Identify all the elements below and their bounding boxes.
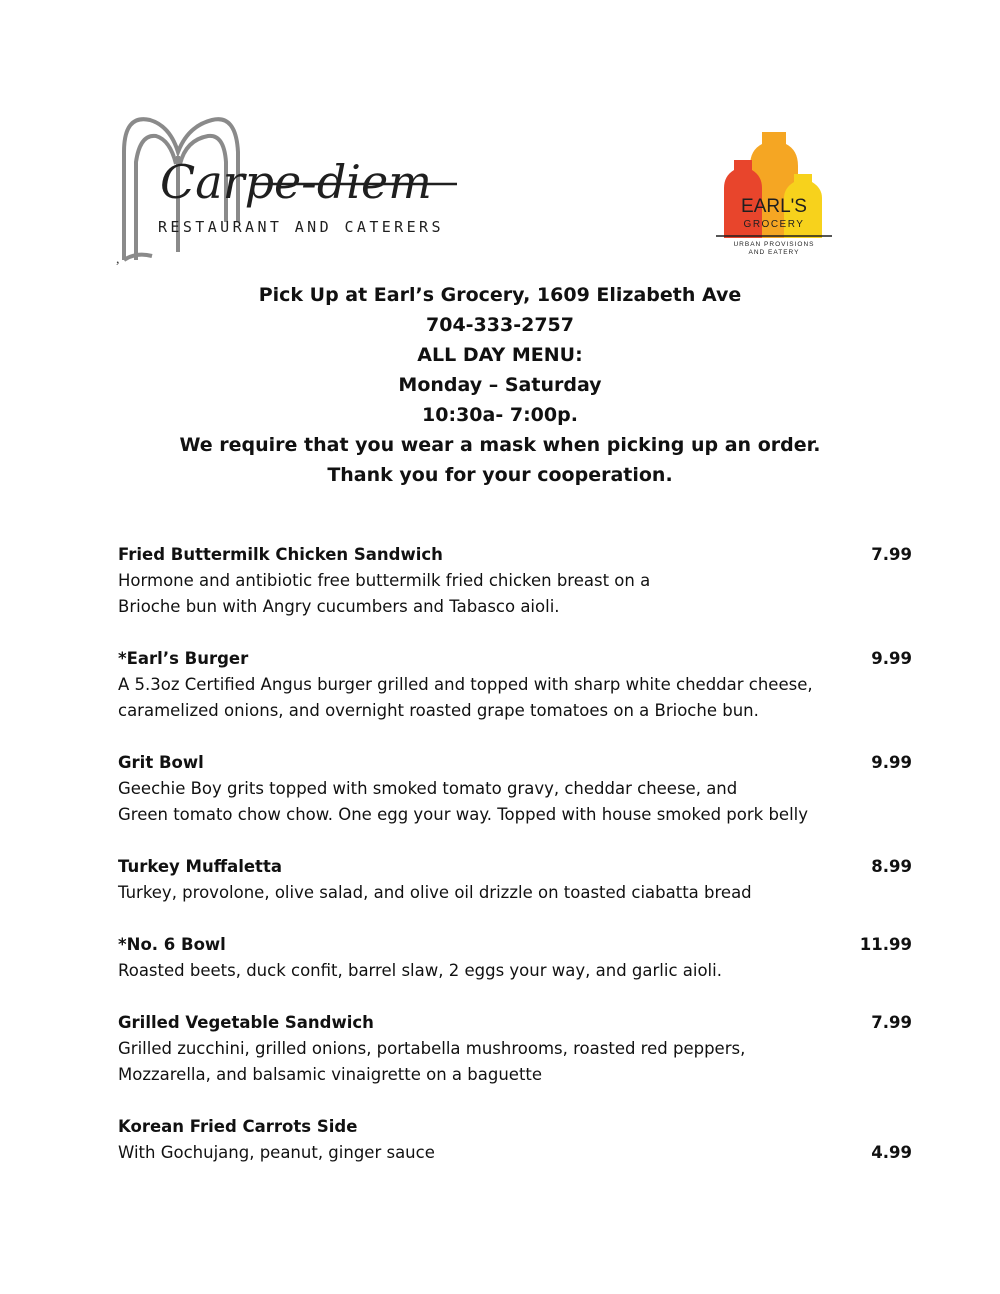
item-price: 11.99 bbox=[859, 935, 912, 954]
item-description: Turkey, provolone, olive salad, and olive oil drizzle on toasted ciabatta bread bbox=[118, 883, 752, 902]
item-description: Green tomato chow chow. One egg your way. Topped with house smoked pork belly bbox=[118, 805, 809, 824]
item-description: Mozzarella, and balsamic vinaigrette on a baguette bbox=[118, 1065, 543, 1084]
item-description: caramelized onions, and overnight roasted grape tomatoes on a Brioche bun. bbox=[118, 701, 759, 720]
stray-comma: , bbox=[116, 252, 120, 267]
item-price: 9.99 bbox=[871, 649, 912, 668]
menu-item bbox=[118, 1114, 912, 1166]
earls-tagline-2: AND EATERY bbox=[748, 249, 800, 256]
carpe-diem-subtitle: RESTAURANT AND CATERERS bbox=[158, 218, 444, 236]
item-name: Grilled Vegetable Sandwich bbox=[118, 1013, 374, 1032]
menu-item bbox=[118, 542, 912, 620]
menu-item bbox=[118, 750, 912, 828]
item-description: Geechie Boy grits topped with smoked tomato gravy, cheddar cheese, and bbox=[118, 779, 738, 798]
earls-grocery-logo bbox=[712, 126, 836, 260]
item-name: Turkey Muffaletta bbox=[118, 857, 282, 876]
item-price: 8.99 bbox=[871, 857, 912, 876]
earls-grocery-word: GROCERY bbox=[743, 219, 805, 230]
carpe-diem-arches-graphic bbox=[112, 112, 462, 267]
phone-number: 704-333-2757 bbox=[426, 314, 574, 336]
pickup-location: Pick Up at Earl’s Grocery, 1609 Elizabeth Ave bbox=[258, 284, 742, 306]
pickup-header bbox=[0, 280, 1000, 490]
menu-item bbox=[118, 854, 912, 906]
item-name: Fried Buttermilk Chicken Sandwich bbox=[118, 545, 443, 564]
item-name: Korean Fried Carrots Side bbox=[118, 1117, 358, 1136]
carpe-diem-logo bbox=[112, 112, 462, 267]
menu-item bbox=[118, 932, 912, 984]
open-hours: 10:30a- 7:00p. bbox=[422, 404, 578, 426]
menu-item bbox=[118, 646, 912, 724]
open-days: Monday – Saturday bbox=[398, 374, 602, 396]
item-name: *Earl’s Burger bbox=[118, 649, 249, 668]
earls-tagline-1: URBAN PROVISIONS bbox=[733, 241, 815, 248]
item-description: Hormone and antibiotic free buttermilk fried chicken breast on a bbox=[118, 571, 651, 590]
item-price: 7.99 bbox=[871, 545, 912, 564]
item-name: Grit Bowl bbox=[118, 753, 204, 772]
menu-list bbox=[118, 542, 912, 1192]
item-description: With Gochujang, peanut, ginger sauce bbox=[118, 1143, 435, 1162]
item-price: 9.99 bbox=[871, 753, 912, 772]
item-name: *No. 6 Bowl bbox=[118, 935, 226, 954]
earls-jars-graphic bbox=[712, 126, 836, 260]
mask-notice: We require that you wear a mask when picking up an order. bbox=[179, 434, 821, 456]
item-price: 4.99 bbox=[871, 1143, 912, 1162]
item-description: Brioche bun with Angry cucumbers and Tabasco aioli. bbox=[118, 597, 560, 616]
item-price: 7.99 bbox=[871, 1013, 912, 1032]
earls-name: EARL'S bbox=[741, 196, 807, 217]
menu-item bbox=[118, 1010, 912, 1088]
item-description: Roasted beets, duck confit, barrel slaw, 2 eggs your way, and garlic aioli. bbox=[118, 961, 722, 980]
menu-title: ALL DAY MENU: bbox=[417, 344, 583, 366]
carpe-diem-script: Carpe-diem bbox=[160, 155, 432, 209]
item-description: A 5.3oz Certified Angus burger grilled and topped with sharp white cheddar cheese, bbox=[118, 675, 813, 694]
item-description: Grilled zucchini, grilled onions, portabella mushrooms, roasted red peppers, bbox=[118, 1039, 746, 1058]
thank-you-note: Thank you for your cooperation. bbox=[327, 464, 673, 486]
